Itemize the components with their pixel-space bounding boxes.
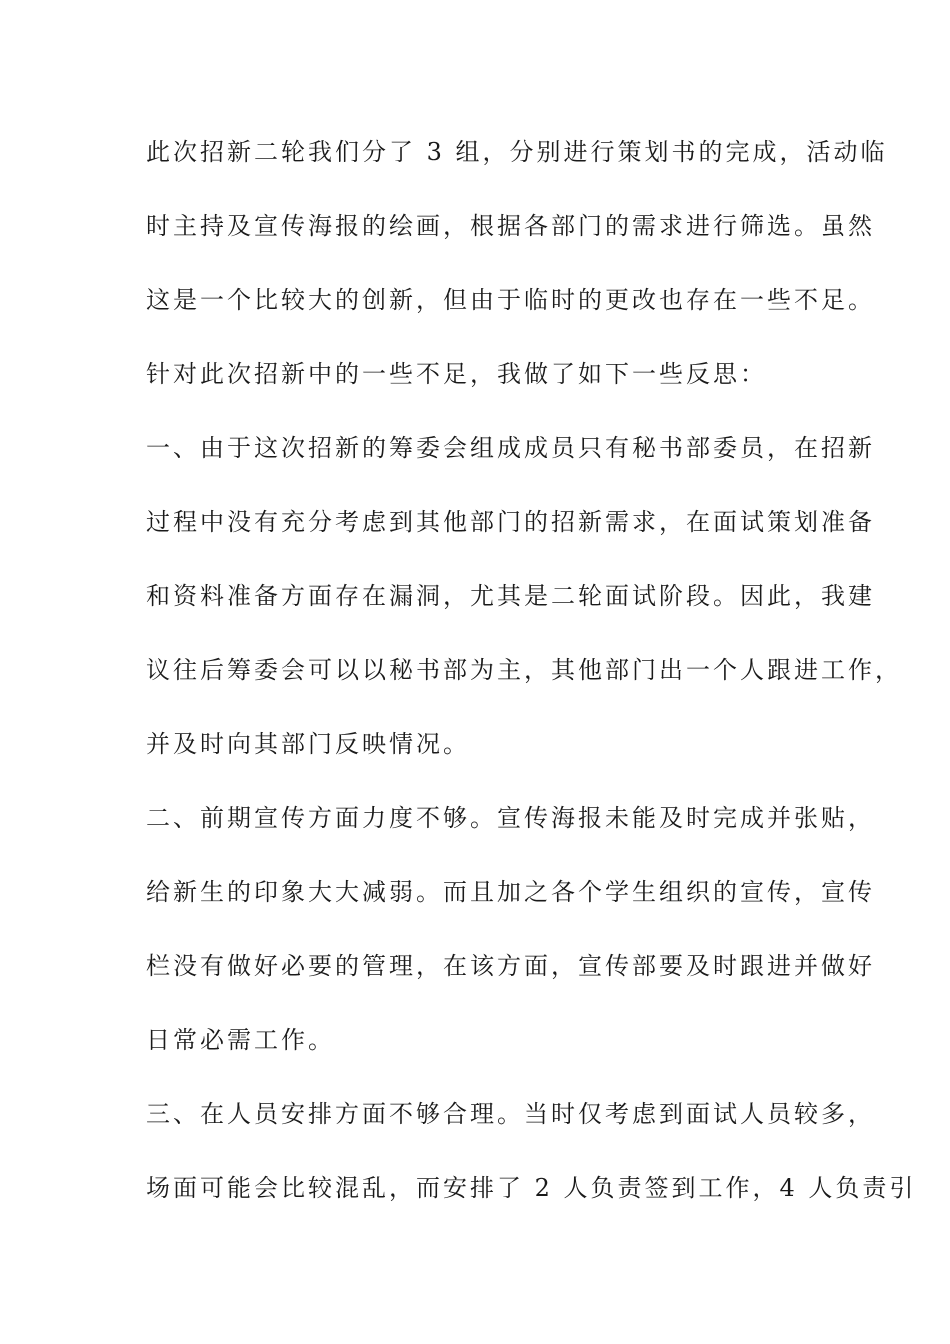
text-line-3: 这是一个比较大的创新，但由于临时的更改也存在一些不足。 <box>146 286 875 314</box>
text-line-7: 和资料准备方面存在漏洞，尤其是二轮面试阶段。因此，我建 <box>146 582 875 610</box>
text-line-11: 给新生的印象大大减弱。而且加之各个学生组织的宣传，宣传 <box>146 878 875 906</box>
text-line-15: 场面可能会比较混乱，而安排了 2 人负责签到工作，4 人负责引 <box>146 1174 917 1202</box>
text-line-1: 此次招新二轮我们分了 3 组，分别进行策划书的完成，活动临 <box>146 138 888 166</box>
text-line-8: 议往后筹委会可以以秘书部为主，其他部门出一个人跟进工作， <box>146 656 902 684</box>
text-line-13: 日常必需工作。 <box>146 1026 335 1054</box>
text-line-10: 二、前期宣传方面力度不够。宣传海报未能及时完成并张贴， <box>146 804 875 832</box>
text-line-4: 针对此次招新中的一些不足，我做了如下一些反思： <box>146 360 767 388</box>
text-line-9: 并及时向其部门反映情况。 <box>146 730 470 758</box>
text-line-2: 时主持及宣传海报的绘画，根据各部门的需求进行筛选。虽然 <box>146 212 875 240</box>
text-line-12: 栏没有做好必要的管理，在该方面，宣传部要及时跟进并做好 <box>146 952 875 980</box>
text-line-5: 一、由于这次招新的筹委会组成成员只有秘书部委员，在招新 <box>146 434 875 462</box>
text-line-6: 过程中没有充分考虑到其他部门的招新需求，在面试策划准备 <box>146 508 875 536</box>
text-line-14: 三、在人员安排方面不够合理。当时仅考虑到面试人员较多， <box>146 1100 875 1128</box>
